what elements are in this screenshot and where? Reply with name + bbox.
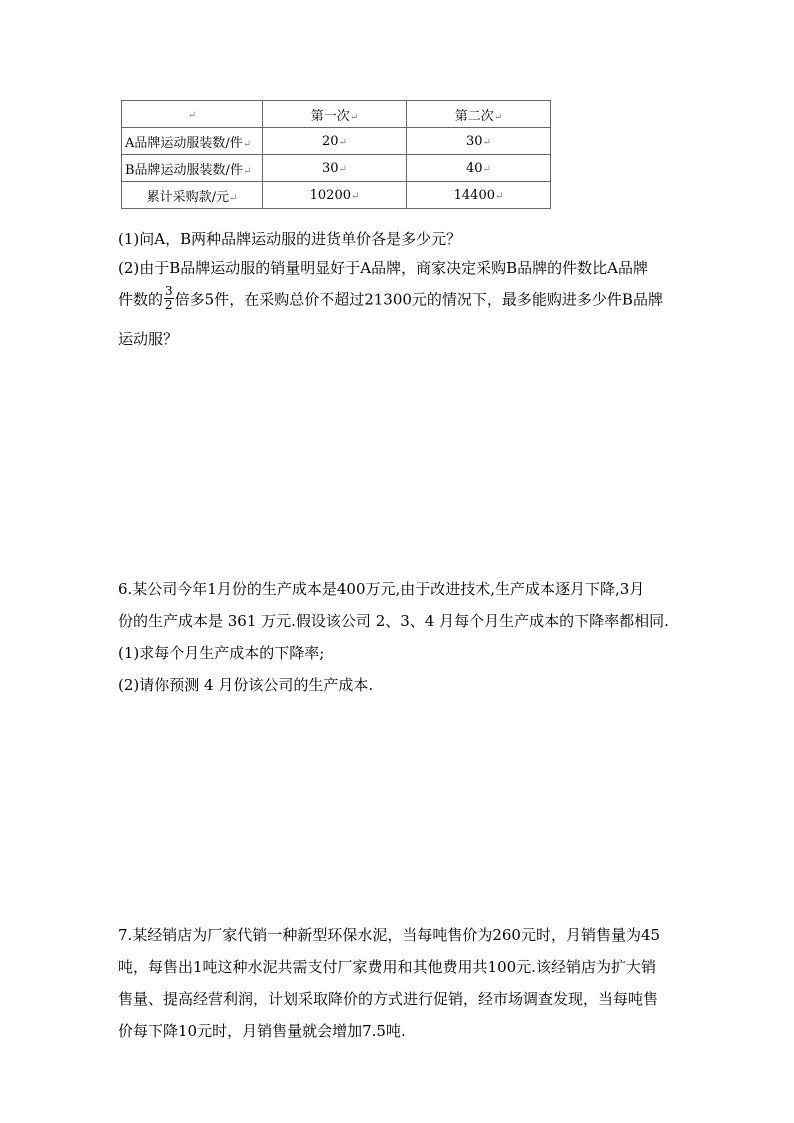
q5-part2-line3: 运动服？ (118, 330, 179, 348)
q6-line1: 6.某公司今年1月份的生产成本是400万元,由于改进技术,生产成本逐月下降,3月 (118, 580, 645, 598)
table-cell: A品牌运动服装数/件↵ (122, 128, 263, 155)
q6-line2: 份的生产成本是 361 万元.假设该公司 2、3、4 月每个月生产成本的下降率都相同. (118, 612, 669, 630)
q5-part1: (1)问A，B两种品牌运动服的进货单价各是多少元？ (118, 230, 462, 248)
q5-part2-line1: (2)由于B品牌运动服的销量明显好于A品牌，商家决定采购B品牌的件数比A品牌 (118, 259, 648, 277)
fraction-denominator: 2 (165, 298, 173, 312)
table-cell: 累计采购款/元↵ (122, 182, 263, 209)
table-header-cell: 第一次↵ (263, 101, 407, 128)
q5-part2-line2-pre: 件数的 (118, 290, 164, 309)
table-row (122, 128, 551, 155)
table-cell: 10200↵ (263, 182, 407, 209)
table-header-cell: 第二次↵ (407, 101, 551, 128)
q7-line1: 7.某经销店为厂家代销一种新型环保水泥，当每吨售价为260元时，月销售量为45 (118, 926, 661, 944)
table-cell: 14400↵ (407, 182, 551, 209)
table-cell: 30↵ (407, 128, 551, 155)
q7-line3: 售量、提高经营利润，计划采取降价的方式进行促销，经市场调查发现，当每吨售 (118, 990, 659, 1008)
table-header-row (122, 101, 551, 128)
fraction-numerator: 3 (165, 284, 173, 298)
q6-line3: (1)求每个月生产成本的下降率; (118, 644, 325, 662)
q5-part2-line2 (118, 284, 663, 314)
purchase-table (121, 100, 551, 209)
q6-line4: (2)请你预测 4 月份该公司的生产成本. (118, 676, 374, 694)
table-cell: B品牌运动服装数/件↵ (122, 155, 263, 182)
table-row (122, 155, 551, 182)
table-row (122, 182, 551, 209)
table-header-cell: ↵ (122, 101, 263, 128)
fraction (164, 285, 174, 312)
q5-part2-line2-post: 倍多5件，在采购总价不超过21300元的情况下，最多能购进多少件B品牌 (174, 290, 663, 309)
q7-line4: 价每下降10元时，月销售量就会增加7.5吨. (118, 1022, 406, 1040)
q7-line2: 吨，每售出1吨这种水泥共需支付厂家费用和其他费用共100元.该经销店为扩大销 (118, 958, 656, 976)
table-cell: 20↵ (263, 128, 407, 155)
table-cell: 40↵ (407, 155, 551, 182)
table-cell: 30↵ (263, 155, 407, 182)
